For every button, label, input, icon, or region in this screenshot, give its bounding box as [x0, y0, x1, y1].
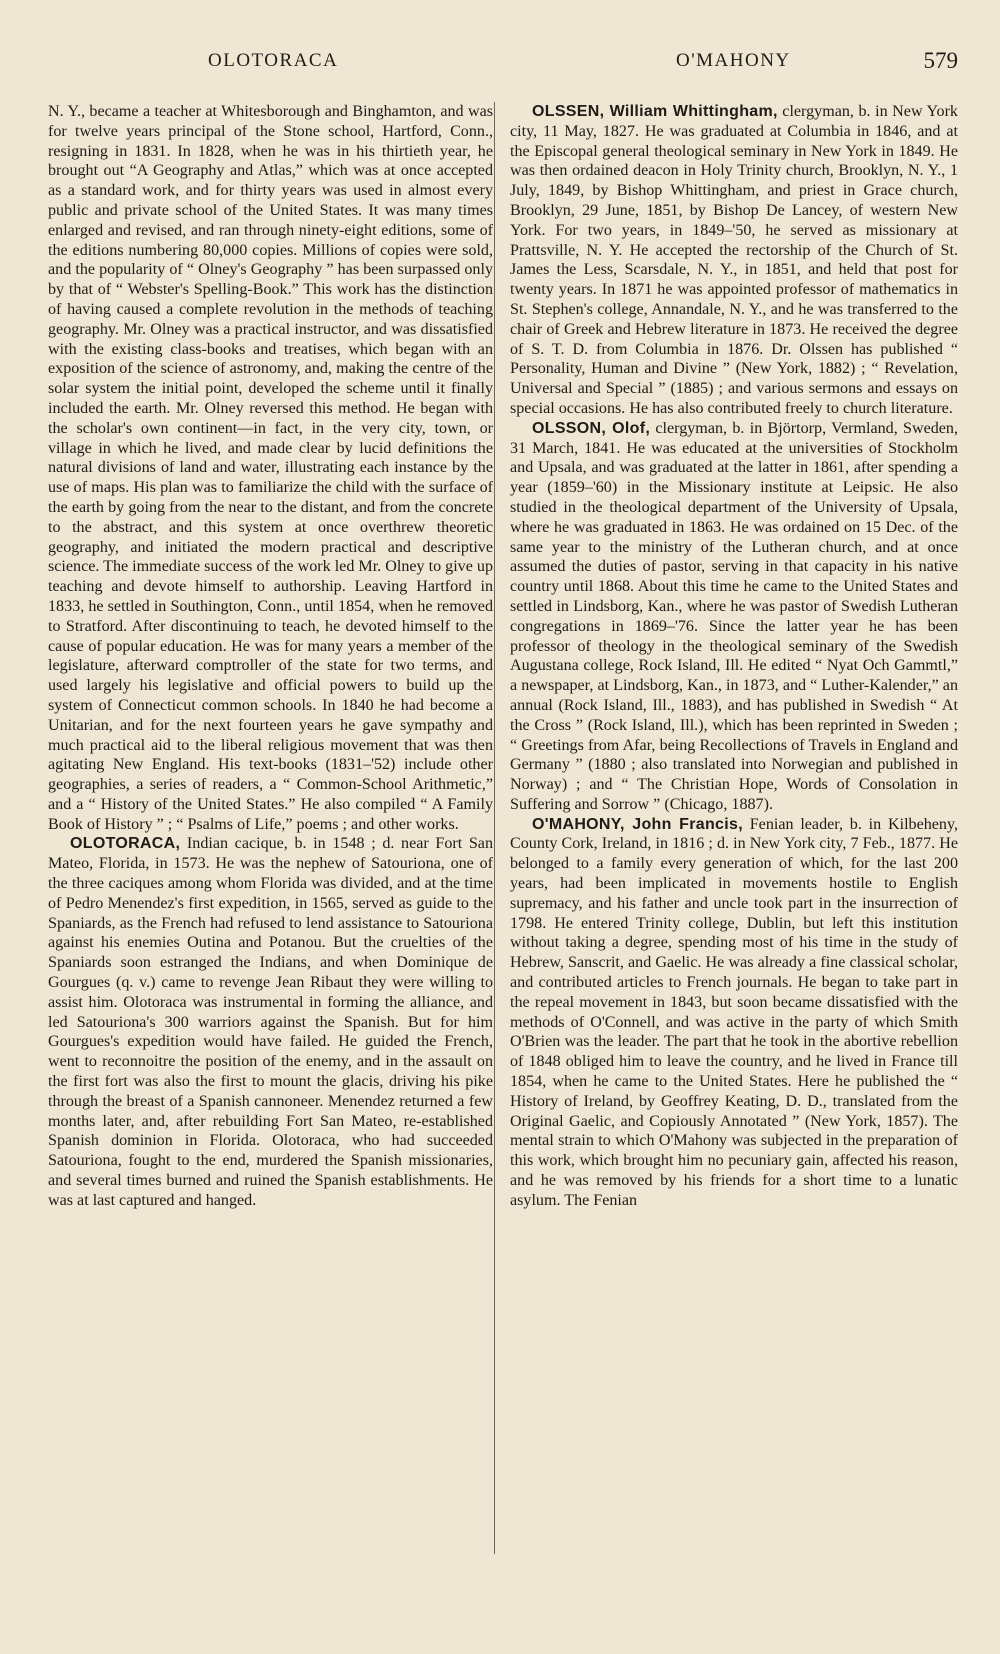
entry-omahony: [510, 815, 958, 1211]
left-column: [48, 102, 493, 1211]
entry-text: Fenian leader, b. in Kilbeheny, County Cork, Ireland, in 1816 ; d. in New York city, 7 Feb., 1877. He belonged to a family every generation of which, for the last 200 years, had been implicated in movements hostile to English supremacy, and his father and uncle took part in the insurrection of 1798. He entered Trinity college, Dublin, but left this institution without taking a degree, spending most of his time in the study of Hebrew, Sanscrit, and Gaelic. He was already a fine classical scholar, and contributed articles to French journals. He began to take part in the repeal movement in 1843, but soon became dissatisfied with the methods of O'Connell, and was active in the party of which Smith O'Brien was the leader. The part that he took in the abortive rebellion of 1848 obliged him to leave the country, and he lived in France till 1854, when he came to the United States. Here he published the “ History of Ireland, by Geoffrey Keating, D. D., translated from the Original Gaelic, and Copiously Annotated ” (New York, 1857). The mental strain to which O'Mahony was subjected in the preparation of this work, which brought him no pecuniary gain, affected his reason, and he was removed by his friends for a short time to a lunatic asylum. The Fenian: [510, 815, 958, 1209]
header-right-word: O'MAHONY: [676, 50, 791, 71]
entry-headword: OLOTORACA,: [70, 835, 181, 853]
entry-olotoraca: [48, 834, 493, 1210]
page-number: 579: [923, 48, 958, 73]
entry-headword: O'MAHONY, John Francis,: [532, 815, 743, 833]
entry-text: clergyman, b. in Björtorp, Vermland, Sweden, 31 March, 1841. He was educated at the universities of Stockholm and Upsala, and was graduated at the latter in 1861, after spending a year (1859–'60) in the Missionary institute at Leipsic. He also studied in the theological department of the University of Upsala, where he was graduated in 1863. He was ordained on 15 Dec. of the same year to the ministry of the Lutheran church, and at once assumed the duties of pastor, serving in that capacity in his native country until 1868. About this time he came to the United States and settled in Lindsborg, Kan., where he was pastor of Swedish Lutheran congregations in 1869–'76. Since the latter year he has been professor of theology in the theological seminary of the Swedish Augustana college, Rock Island, Ill. He edited “ Nyat Och Gammtl,” a newspaper, at Lindsborg, Kan., in 1873, and “ Luther-Kalender,” an annual (Rock Island, Ill., 1883), and has published in Swedish “ At the Cross ” (Rock Island, Ill.), which has been reprinted in Sweden ; “ Greetings from Afar, being Recollections of Travels in England and Germany ” (1880 ; also translated into Norwegian and published in Norway) ; and “ The Christian Hope, Words of Consolation in Suffering and Sorrow ” (Chicago, 1887).: [510, 419, 958, 813]
entry-olssen: [510, 102, 958, 419]
entry-text: clergyman, b. in New York city, 11 May, 1827. He was graduated at Columbia in 1846, and at the Episcopal general theological seminary in New York in 1849. He was then ordained deacon in Holy Trinity church, Brooklyn, N. Y., 1 July, 1849, by Bishop Whittingham, and priest in Grace church, Brooklyn, 29 June, 1851, by Bishop De Lancey, of western New York. For two years, in 1849–'50, he served as missionary at Prattsville, N. Y. He accepted the rectorship of the Church of St. James the Less, Scarsdale, N. Y., in 1851, and held that post for twenty years. In 1871 he was appointed professor of mathematics in St. Stephen's college, Annandale, N. Y., and he was transferred to the chair of Greek and Hebrew literature in 1873. He received the degree of S. T. D. from Columbia in 1876. Dr. Olssen has published “ Personality, Human and Divine ” (New York, 1882) ; “ Revelation, Universal and Special ” (1885) ; and various sermons and essays on special occasions. He has also contributed freely to church literature.: [510, 103, 958, 417]
column-divider: [494, 102, 495, 1554]
entry-headword: OLSSEN, William Whittingham,: [532, 103, 778, 120]
running-header: [48, 50, 958, 94]
continuation-paragraph: N. Y., became a teacher at Whitesborough and Binghamton, and was for twelve years principal of the Stone school, Hartford, Conn., resigning in 1831. In 1828, when he was in his thirtieth year, he brought out “A Geography and Atlas,” which was at once accepted as a standard work, and for thirty years was used in almost every public and private school of the United States. It was many times enlarged and revised, and ran through ninety-eight editions, some of the editions numbering 80,000 copies. Millions of copies were sold, and the popularity of “ Olney's Geography ” has been surpassed only by that of “ Webster's Spelling-Book.” This work has the distinction of having caused a complete revolution in the methods of teaching geography. Mr. Olney was a practical instructor, and was dissatisfied with the existing class-books and treatises, which began with an exposition of the science of astronomy, and, making the centre of the solar system the initial point, developed the scheme until it finally included the earth. Mr. Olney reversed this method. He began with the scholar's own continent—in fact, in the very city, town, or village in which he lived, and made clear by lucid definitions the natural divisions of land and water, illustrating each instance by the use of maps. His plan was to familiarize the child with the surface of the earth by going from the near to the distant, and from the concrete to the abstract, and this system at once overthrew theoretic geography, and initiated the modern practical and descriptive science. The immediate success of the work led Mr. Olney to give up teaching and devote himself to authorship. Leaving Hartford in 1833, he settled in Southington, Conn., until 1854, when he removed to Stratford. After discontinuing to teach, he devoted himself to the cause of popular education. He was for many years a member of the legislature, afterward comptroller of the state for two terms, and used largely his legislative and official powers to build up the system of Connecticut common schools. In 1840 he had become a Unitarian, and for the next fourteen years he gave sympathy and much practical aid to the liberal religious movement that was then agitating New England. His text-books (1831–'52) include other geographies, a series of readers, a “ Common-School Arithmetic,” and a “ History of the United States.” He also compiled “ A Family Book of History ” ; “ Psalms of Life,” poems ; and other works.: [48, 103, 493, 833]
entry-olsson: [510, 419, 958, 815]
right-column: [510, 102, 958, 1211]
entry-headword: OLSSON, Olof,: [532, 419, 651, 437]
text-columns: [48, 102, 958, 1211]
entry-text: Indian cacique, b. in 1548 ; d. near Fort San Mateo, Florida, in 1573. He was the nephew of Satouriona, one of the three caciques among whom Florida was divided, and at the time of Pedro Menendez's first expedition, in 1565, served as guide to the Spaniards, as the French had refused to lend assistance to Satouriona against his enemies Outina and Potanou. But the cruelties of the Spaniards soon estranged the Indians, and when Dominique de Gourgues (q. v.) came to revenge Jean Ribaut they were willing to assist him. Olotoraca was instrumental in forming the alliance, and led Satouriona's 300 warriors against the Spanish. But for him Gourgues's expedition would have failed. He guided the French, went to reconnoitre the position of the enemy, and in the assault on the first fort was also the first to mount the glacis, driving his pike through the breast of a Spanish cannoneer. Menendez returned a few months later, and, after rebuilding Fort San Mateo, re-established Spanish dominion in Florida. Olotoraca, who had succeeded Satouriona, fought to the end, murdered the Spanish missionaries, and several times burned and ruined the Spanish establishments. He was at last captured and hanged.: [48, 835, 493, 1209]
header-left-word: OLOTORACA: [208, 50, 339, 71]
